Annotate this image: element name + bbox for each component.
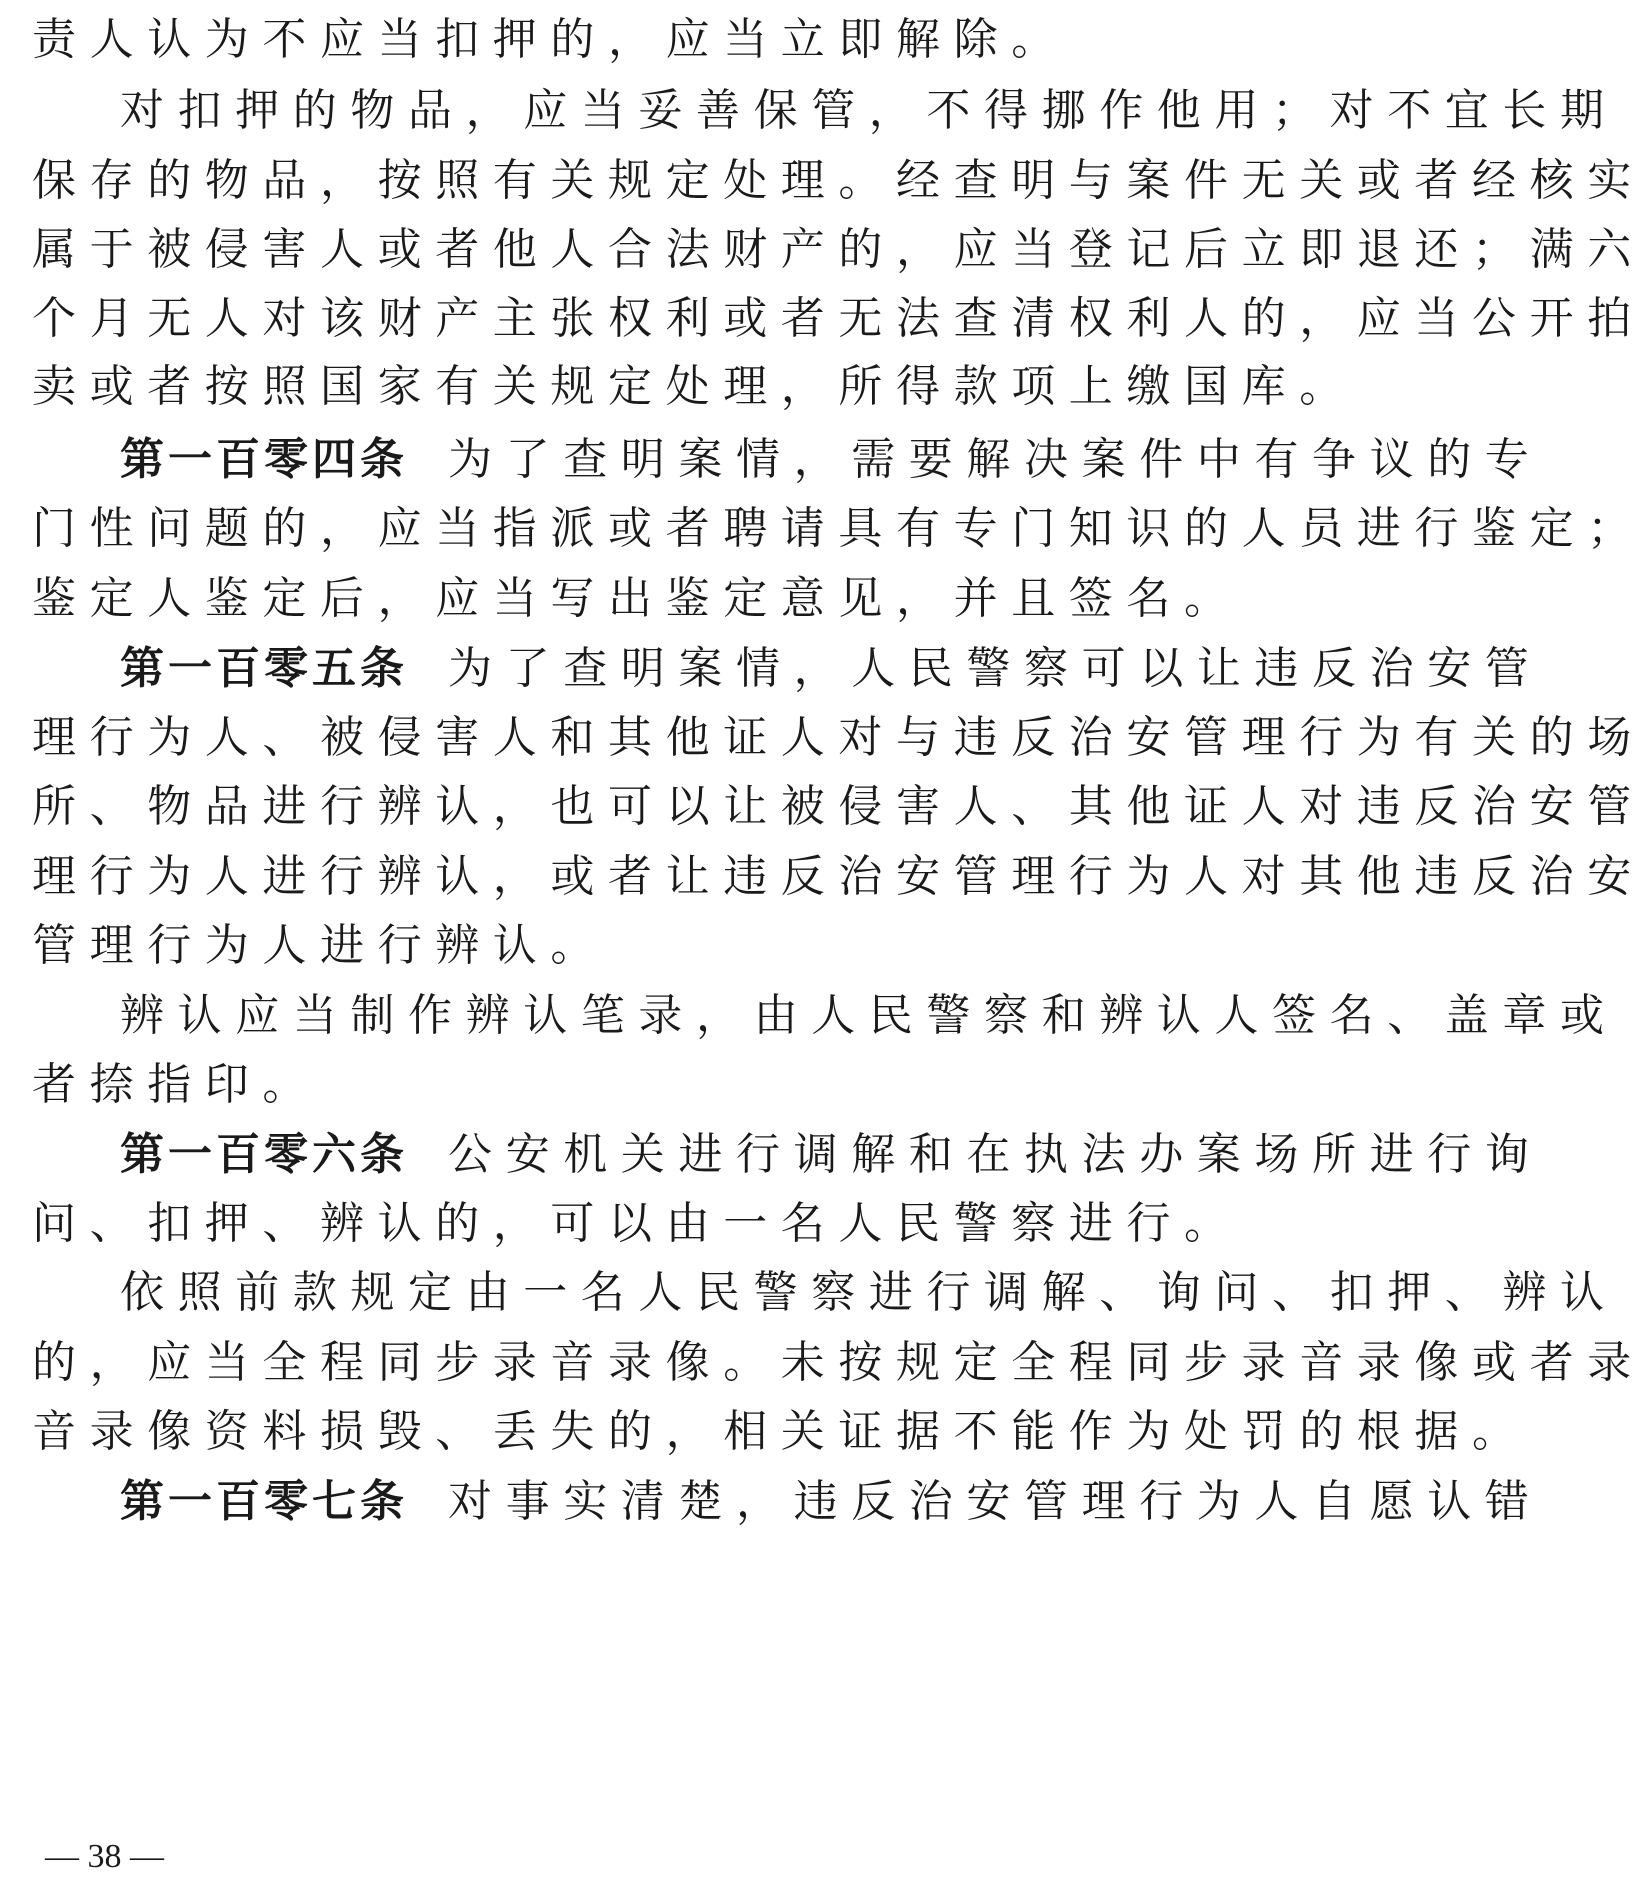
text-line: 者捺指印。 bbox=[32, 1059, 320, 1110]
article-heading: 第一百零五条 bbox=[120, 643, 408, 694]
text-line: 卖或者按照国家有关规定处理，所得款项上缴国库。 bbox=[32, 361, 1357, 412]
text-line: 管理行为人进行辨认。 bbox=[32, 920, 608, 971]
text-line: 个月无人对该财产主张权利或者无法查清权利人的，应当公开拍 bbox=[32, 293, 1645, 344]
text-line: 门性问题的，应当指派或者聘请具有专门知识的人员进行鉴定； bbox=[32, 503, 1645, 554]
article-heading: 第一百零四条 bbox=[120, 434, 408, 485]
text-line: 对扣押的物品，应当妥善保管，不得挪作他用；对不宜长期 bbox=[120, 85, 1618, 136]
text-line: 的，应当全程同步录音录像。未按规定全程同步录音录像或者录 bbox=[32, 1337, 1645, 1388]
article-heading: 第一百零六条 bbox=[120, 1129, 408, 1180]
text-line: 为了查明案情，需要解决案件中有争议的专 bbox=[448, 434, 1543, 485]
text-line: 公安机关进行调解和在执法办案场所进行询 bbox=[448, 1129, 1543, 1180]
text-line: 辨认应当制作辨认笔录，由人民警察和辨认人签名、盖章或 bbox=[120, 990, 1618, 1041]
article-heading: 第一百零七条 bbox=[120, 1476, 408, 1527]
text-line: 依照前款规定由一名人民警察进行调解、询问、扣押、辨认 bbox=[120, 1267, 1618, 1318]
text-line: 理行为人、被侵害人和其他证人对与违反治安管理行为有关的场 bbox=[32, 712, 1645, 763]
text-line: 所、物品进行辨认，也可以让被侵害人、其他证人对违反治安管 bbox=[32, 781, 1645, 832]
text-line: 保存的物品，按照有关规定处理。经查明与案件无关或者经核实 bbox=[32, 155, 1645, 206]
text-line: 对事实清楚，违反治安管理行为人自愿认错 bbox=[448, 1476, 1543, 1527]
article-line bbox=[120, 634, 1542, 704]
text-line: 鉴定人鉴定后，应当写出鉴定意见，并且签名。 bbox=[32, 573, 1242, 624]
text-line: 音录像资料损毁、丢失的，相关证据不能作为处罚的根据。 bbox=[32, 1406, 1530, 1457]
article-line bbox=[120, 425, 1542, 495]
page-number: — 38 — bbox=[45, 1838, 164, 1875]
text-line: 属于被侵害人或者他人合法财产的，应当登记后立即退还；满六 bbox=[32, 224, 1645, 275]
text-line: 理行为人进行辨认，或者让违反治安管理行为人对其他违反治安 bbox=[32, 851, 1645, 902]
article-line bbox=[120, 1120, 1542, 1190]
text-line: 责人认为不应当扣押的，应当立即解除。 bbox=[32, 14, 1069, 65]
text-line: 为了查明案情，人民警察可以让违反治安管 bbox=[448, 643, 1543, 694]
text-line: 问、扣押、辨认的，可以由一名人民警察进行。 bbox=[32, 1198, 1242, 1249]
article-line bbox=[120, 1467, 1542, 1537]
